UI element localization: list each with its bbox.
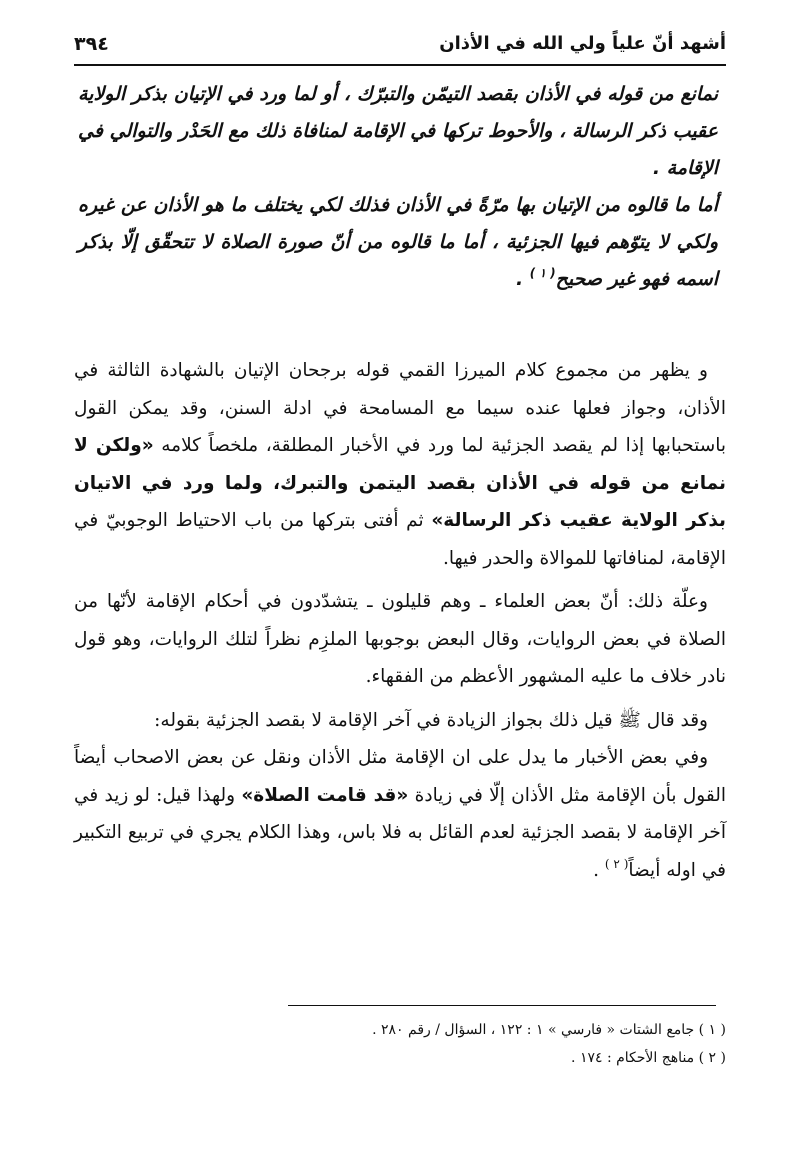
footnotes [74,1016,726,1072]
paragraph-text: وقد قال ﷺ قيل ذلك بجواز الزيادة في آخر الإقامة لا بقصد الجزئية بقوله: [154,709,708,731]
paragraph-text: وعلّة ذلك: أنّ بعض العلماء ـ وهم قليلون ـ يتشدّدون في أحكام الإقامة لأنّها من الصلاة في بعض الروايات، وقال البعض بوجوبها الملزِم نظراً لتلك الروايات، وهو قول نادر خلاف ما عليه المشهور الأعظم من الفقهاء. [74,591,726,687]
paragraph-text: وفي بعض الأخبار ما يدل على ان الإقامة مثل الأذان ونقل عن بعض الاصحاب أيضاً القول بأن الإقامة مثل الأذان إلّا في زيادة [74,747,726,806]
paragraph [74,702,726,740]
paragraph-text: ثم أفتى بتركها من باب الاحتياط الوجوبيّ في الإقامة، لمنافاتها للموالاة والحدر فيها. [74,510,726,569]
quote-text: نمانع من قوله في الأذان بقصد التيمّن والتبرّك ، أو لما ورد في الإتيان بذكر الولاية عقيب ذكر الرسالة ، والأحوط تركها في الإقامة لمنافاة ذلك مع الحَدْر والتوالي في الإقامة . [78,83,718,179]
footnote: ( ٢ ) مناهج الأحكام : ١٧٤ . [571,1050,726,1066]
paragraph-text: و يظهر من مجموع كلام الميرزا القمي قوله برجحان الإتيان بالشهادة الثالثة في الأذان، وجواز فعلها عنده سيما مع المسامحة في ادلة السنن، وقد يمكن القول باستحبابها إذا لم يقصد الجزئية لما ورد في الأخبار المطلقة، ملخصاً كلامه [74,360,726,456]
footnote: ( ١ ) جامع الشتات « فارسي » ١ : ١٢٢ ، السؤال / رقم ٢٨٠ . [372,1022,726,1038]
paragraph-end: . [593,859,605,881]
footnote-reference: ( ٢ ) [604,856,629,871]
header-title: أشهد أنّ علياً ولي الله في الأذان [439,33,726,54]
quote-paragraph [78,187,718,298]
quote-text: أما ما قالوه من الإتيان بها مرّةً في الأذان فذلك لكي يختلف ما هو الأذان عن غيره ولكي لا يتوّهم فيها الجزئية ، أما ما قالوه من أنّ صورة الصلاة لا تتحقّق إلّا بذكر اسمه فهو غير صحيح [78,194,718,290]
quote-end: . [515,268,530,290]
running-header [74,30,726,66]
paragraph [74,583,726,696]
paragraph-text: ولهذا قيل: لو زيد في آخر الإقامة لا بقصد الجزئية لعدم القائل به فلا باس، وهذا الكلام يجري في تربيع التكبير في اوله أيضاً [74,784,726,881]
paragraph [74,739,726,889]
bold-quote: «قد قامت الصلاة» [241,784,409,806]
bold-quote: «ولكن لا نمانع من قوله في الأذان بقصد اليتمن والتبرك، ولما ورد في الاتيان بذكر الولاية عقيب ذكر الرسالة» [74,435,726,531]
page-number: ٣٩٤ [74,33,109,55]
quote-paragraph [78,76,718,187]
body-text [74,352,726,889]
quoted-passage [78,76,718,298]
footnote-reference: ( ١ ) [529,266,556,280]
paragraph [74,352,726,577]
footnote-divider [288,1005,716,1006]
